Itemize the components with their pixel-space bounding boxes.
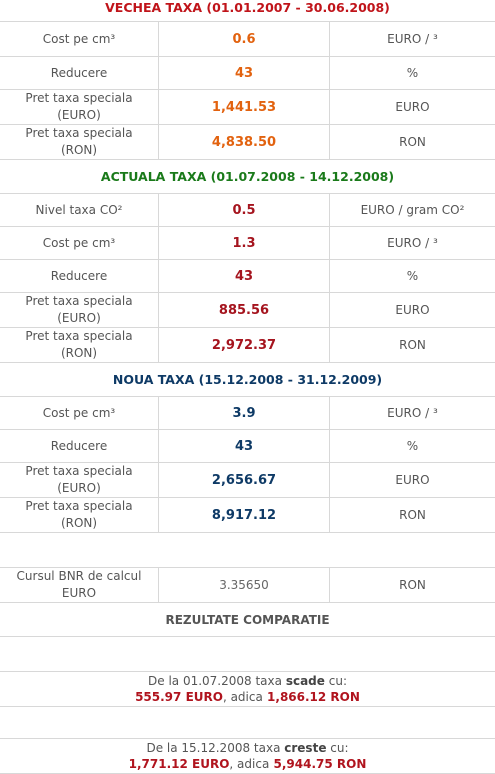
table-row (0, 397, 495, 430)
row-label: Reducere (0, 260, 159, 292)
row-label: Reducere (0, 57, 159, 89)
row-value: 8,917.12 (159, 498, 330, 532)
table-row (0, 430, 495, 463)
row-label (0, 328, 159, 362)
row-label (0, 90, 159, 124)
row-label (0, 463, 159, 497)
row-unit: % (406, 66, 419, 80)
row-label (0, 125, 159, 159)
result-1-line2 (135, 689, 360, 705)
result-2-euro: 1,771.12 EURO (128, 757, 230, 771)
table-row (0, 125, 495, 160)
result-1-adica: , adica (222, 690, 263, 704)
row-value: 43 (159, 430, 330, 462)
result-2-line2 (129, 756, 367, 772)
section-title-vechea-taxa: VECHEA TAXA (01.01.2007 - 30.06.2008) (0, 0, 495, 22)
row-label-line1: Pret taxa speciala (25, 464, 133, 478)
row-value: 43 (159, 260, 330, 292)
result-1-prefix: De la 01.07.2008 taxa (148, 674, 282, 688)
table-row (0, 293, 495, 328)
table-row (0, 57, 495, 90)
bnr-label-line1: Cursul BNR de calcul (16, 569, 142, 583)
row-label-line1: Pret taxa speciala (25, 329, 133, 343)
row-label-line1: Pret taxa speciala (25, 294, 133, 308)
row-unit: % (406, 269, 419, 283)
row-label-line2: (RON) (60, 143, 98, 157)
row-value: 0.5 (159, 194, 330, 226)
row-unit: EURO / ³ (387, 236, 438, 250)
result-1-line1 (148, 673, 347, 689)
bnr-rate-row (0, 568, 495, 603)
row-unit: EURO (395, 303, 430, 317)
row-label (0, 293, 159, 327)
results-title: REZULTATE COMPARATIE (0, 603, 495, 637)
row-label-line1: Pret taxa speciala (25, 499, 133, 513)
row-label-line2: (EURO) (57, 311, 101, 325)
table-row (0, 194, 495, 227)
row-unit: EURO (395, 100, 430, 114)
row-label: Cost pe cm³ (0, 397, 159, 429)
result-item-1 (0, 672, 495, 707)
row-label: Nivel taxa CO² (0, 194, 159, 226)
row-label-line2: (RON) (60, 346, 98, 360)
row-label: Cost pe cm³ (0, 227, 159, 259)
result-2-line1 (146, 740, 348, 756)
section-title-actuala-taxa: ACTUALA TAXA (01.07.2008 - 14.12.2008) (0, 160, 495, 194)
row-unit: RON (399, 508, 426, 522)
row-unit: EURO / gram CO² (360, 203, 465, 217)
result-2-ron: 5,944.75 RON (273, 757, 367, 771)
result-2-suffix: cu: (330, 741, 349, 755)
row-label-line2: (EURO) (57, 481, 101, 495)
row-value: 2,656.67 (159, 463, 330, 497)
result-item-2 (0, 739, 495, 774)
row-value: 1.3 (159, 227, 330, 259)
spacer-row (0, 533, 495, 568)
row-value: 43 (159, 57, 330, 89)
row-label-line2: (RON) (60, 516, 98, 530)
row-label: Cost pe cm³ (0, 22, 159, 56)
row-unit: RON (399, 135, 426, 149)
result-1-euro: 555.97 EURO (135, 690, 223, 704)
table-row (0, 328, 495, 363)
row-unit: RON (399, 338, 426, 352)
result-2-adica: , adica (229, 757, 270, 771)
row-label: Reducere (0, 430, 159, 462)
row-value: 2,972.37 (159, 328, 330, 362)
row-unit: EURO / ³ (387, 406, 438, 420)
row-value: 4,838.50 (159, 125, 330, 159)
row-value: 3.9 (159, 397, 330, 429)
row-label (0, 498, 159, 532)
table-row (0, 463, 495, 498)
row-unit: % (406, 439, 419, 453)
result-1-verb: scade (285, 674, 325, 688)
spacer-row (0, 637, 495, 672)
row-label-line1: Pret taxa speciala (25, 91, 133, 105)
table-row (0, 498, 495, 533)
result-2-prefix: De la 15.12.2008 taxa (146, 741, 281, 755)
result-2-verb: creste (284, 741, 327, 755)
table-row (0, 260, 495, 293)
table-row (0, 90, 495, 125)
row-unit: EURO (395, 473, 430, 487)
row-label-line1: Pret taxa speciala (25, 126, 133, 140)
row-value: 1,441.53 (159, 90, 330, 124)
row-unit: EURO / ³ (387, 32, 438, 46)
bnr-value: 3.35650 (159, 568, 330, 602)
result-1-ron: 1,866.12 RON (267, 690, 360, 704)
spacer-row (0, 707, 495, 739)
bnr-label (0, 568, 159, 602)
bnr-label-line2: EURO (61, 586, 97, 600)
section-title-noua-taxa: NOUA TAXA (15.12.2008 - 31.12.2009) (0, 363, 495, 397)
result-1-suffix: cu: (328, 674, 347, 688)
row-value: 885.56 (159, 293, 330, 327)
row-label-line2: (EURO) (57, 108, 101, 122)
table-row (0, 22, 495, 57)
row-value: 0.6 (159, 22, 330, 56)
bnr-unit: RON (399, 578, 426, 592)
table-row (0, 227, 495, 260)
